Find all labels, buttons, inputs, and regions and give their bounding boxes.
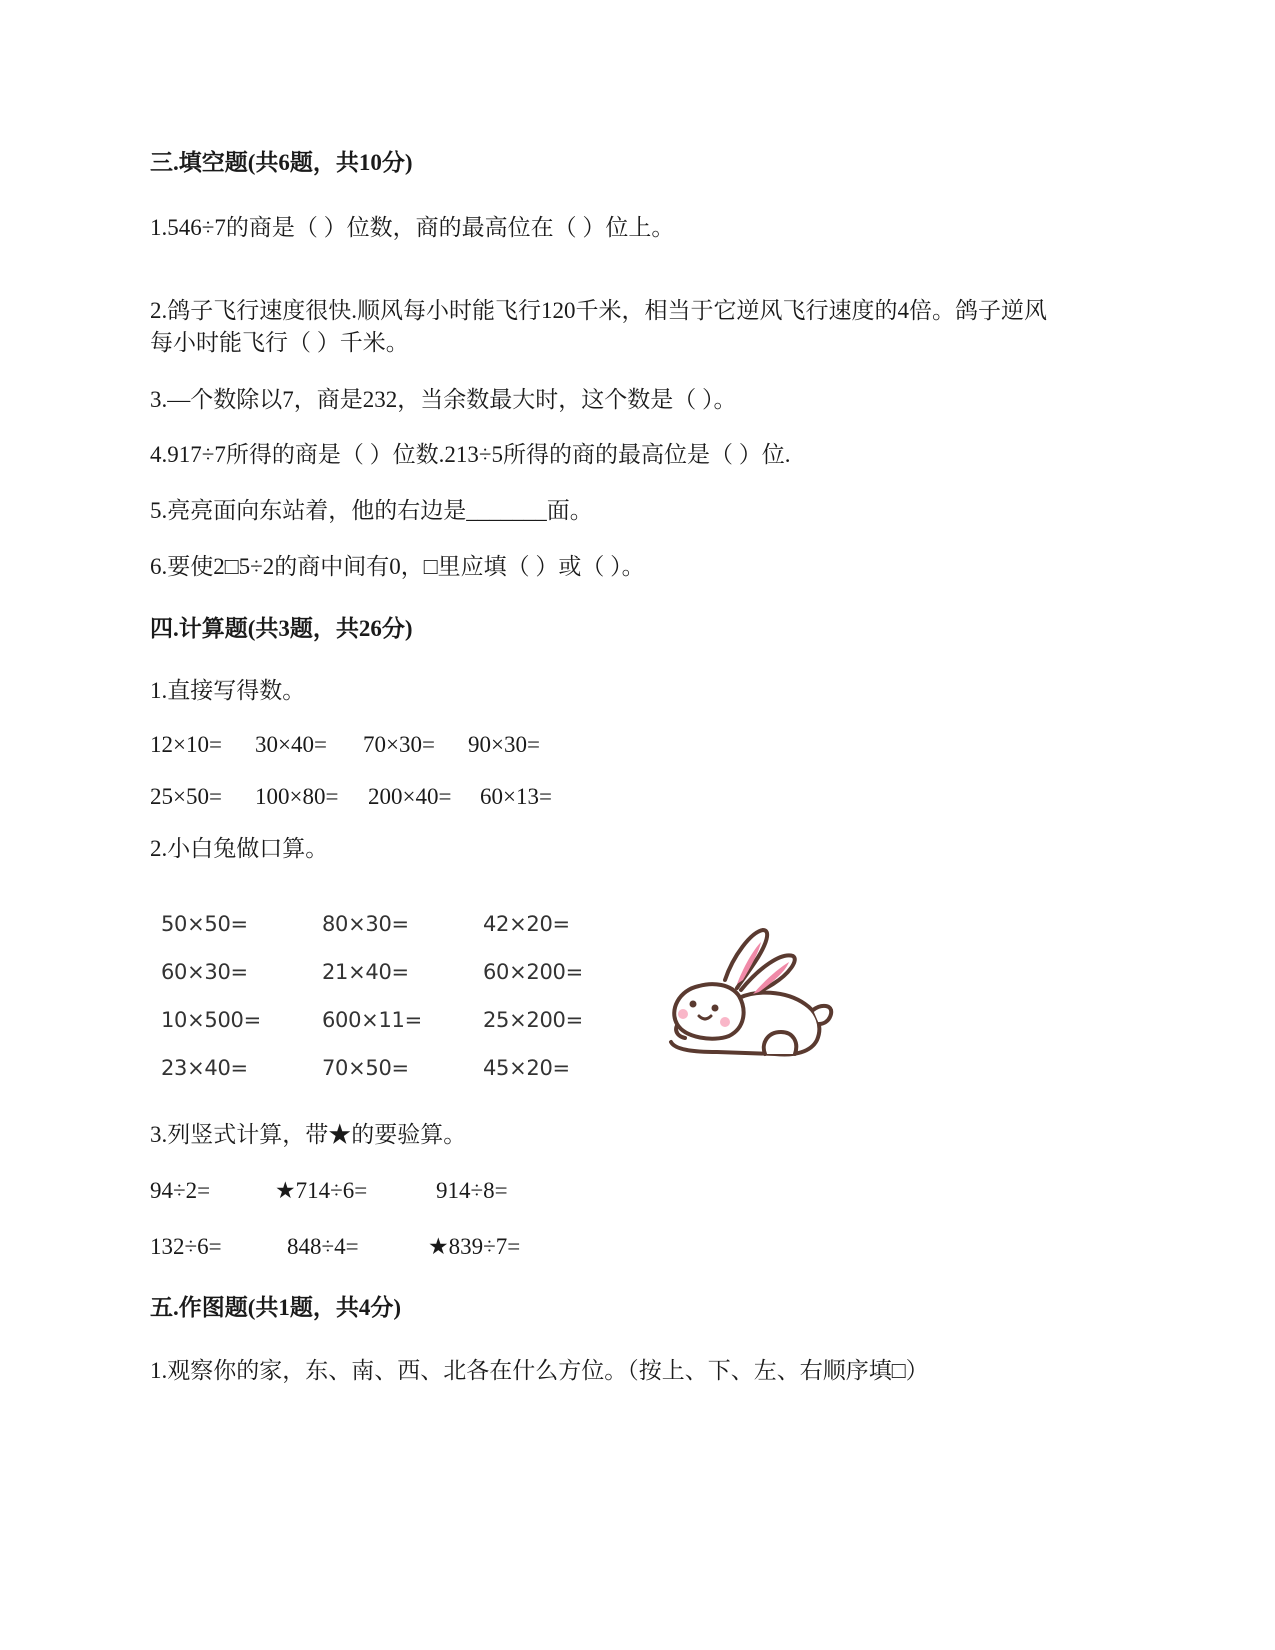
oral-item: 23×40= [161,1056,248,1080]
calc-item: 60×13= [480,784,552,809]
calc-item: 30×40= [255,732,327,757]
calc-item: 200×40= [368,784,452,809]
oral-item: 60×200= [483,960,583,984]
question-3-2-line2: 每小时能飞行（ ）千米。 [150,330,409,355]
question-5-1: 1.观察你的家，东、南、西、北各在什么方位。（按上、下、左、右顺序填□） [150,1358,929,1383]
calc-item: 12×10= [150,732,222,757]
question-3-4: 4.917÷7所得的商是（ ）位数.213÷5所得的商的最高位是（ ）位. [150,442,791,467]
calc-item: 914÷8= [436,1178,508,1203]
calc-item: 94÷2= [150,1178,211,1203]
calc-item: 848÷4= [287,1234,359,1259]
calc-item: 100×80= [255,784,339,809]
question-3-6: 6.要使2□5÷2的商中间有0，□里应填（ ）或（ ）。 [150,554,645,579]
section3-heading: 三.填空题(共6题，共10分) [150,150,413,175]
question-3-5: 5.亮亮面向东站着，他的右边是_______面。 [150,498,593,523]
oral-item: 21×40= [322,960,409,984]
oral-item: 50×50= [161,912,248,936]
question-4-1-title: 1.直接写得数。 [150,678,306,703]
oral-item: 10×500= [161,1008,261,1032]
question-4-3-title: 3.列竖式计算，带★的要验算。 [150,1122,467,1147]
oral-item: 600×11= [322,1008,422,1032]
calc-item: 132÷6= [150,1234,222,1259]
oral-item: 60×30= [161,960,248,984]
oral-item: 80×30= [322,912,409,936]
question-3-1: 1.546÷7的商是（ ）位数，商的最高位在（ ）位上。 [150,215,675,240]
calc-item: ★839÷7= [428,1234,521,1259]
section5-heading: 五.作图题(共1题，共4分) [150,1295,402,1320]
calc-item: 70×30= [363,732,435,757]
oral-item: 70×50= [322,1056,409,1080]
calc-item: 25×50= [150,784,222,809]
question-3-3: 3.—个数除以7，商是232，当余数最大时，这个数是（ ）。 [150,387,737,412]
question-4-2-title: 2.小白兔做口算。 [150,836,329,861]
oral-item: 42×20= [483,912,570,936]
oral-item: 25×200= [483,1008,583,1032]
oral-item: 45×20= [483,1056,570,1080]
calc-item: ★714÷6= [275,1178,368,1203]
calc-item: 90×30= [468,732,540,757]
section4-heading: 四.计算题(共3题，共26分) [150,616,413,641]
rabbit-illustration [655,918,855,1068]
question-3-2-line1: 2.鸽子飞行速度很快.顺风每小时能飞行120千米，相当于它逆风飞行速度的4倍。鸽子逆风 [150,298,1047,323]
